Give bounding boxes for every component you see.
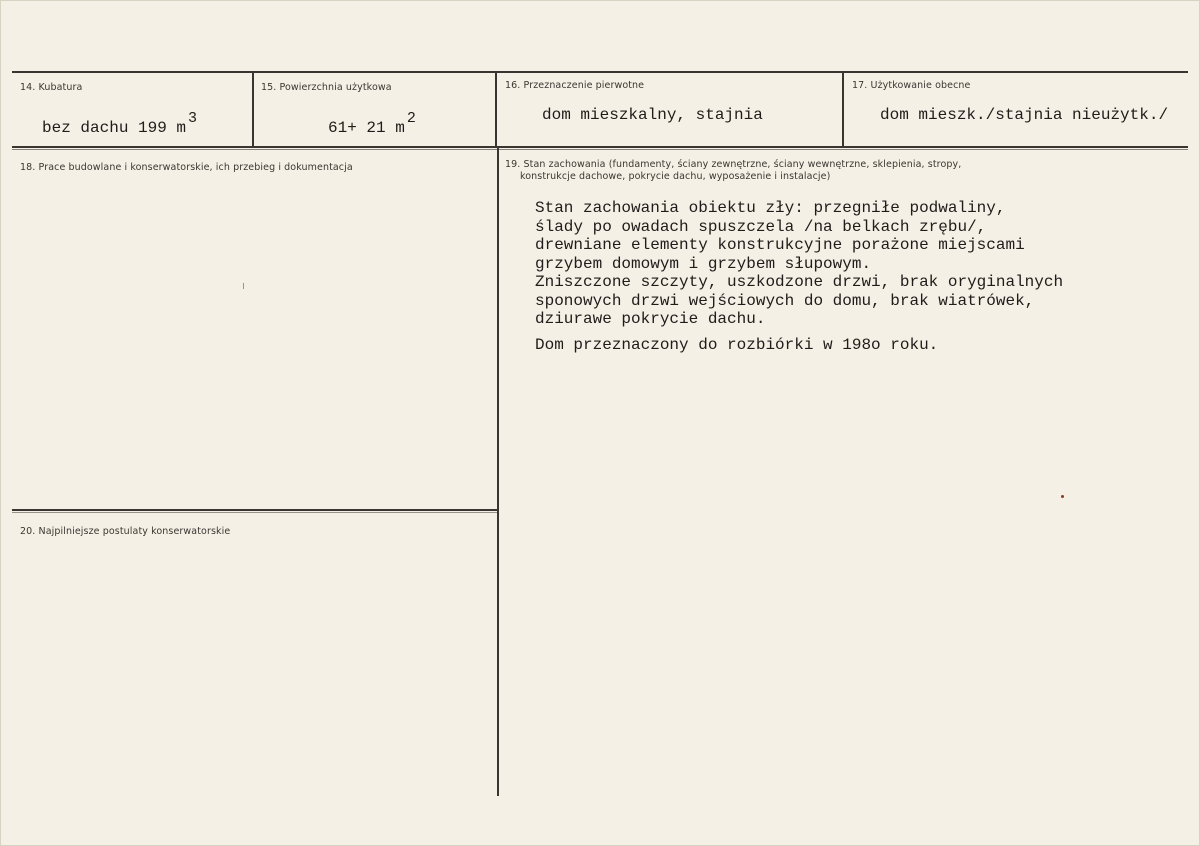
header-bottom-rule bbox=[12, 146, 1188, 148]
field-19-label-line2: konstrukcje dachowe, pokrycie dachu, wyposażenie i instalacje) bbox=[520, 171, 831, 182]
field-14-label: 14. Kubatura bbox=[20, 82, 83, 93]
field-15-value bbox=[328, 110, 416, 137]
field-16-label: 16. Przeznaczenie pierwotne bbox=[505, 80, 645, 91]
divider-14-15 bbox=[252, 72, 254, 148]
field-19-line: ślady po owadach spuszczela /na belkach zrębu/, bbox=[535, 217, 987, 236]
field-20-label: 20. Najpilniejsze postulaty konserwatorskie bbox=[20, 526, 231, 537]
field-19-text bbox=[535, 199, 1063, 354]
field-19-line: sponowych drzwi wejściowych do domu, brak wiatrówek, bbox=[535, 291, 1035, 310]
field-17-label: 17. Użytkowanie obecne bbox=[852, 80, 971, 91]
field-14-value bbox=[42, 110, 197, 137]
field-15-label: 15. Powierzchnia użytkowa bbox=[261, 82, 392, 93]
top-rule bbox=[12, 71, 1188, 73]
field-14-exponent: 3 bbox=[188, 110, 198, 127]
field-19-line: dziurawe pokrycie dachu. bbox=[535, 310, 766, 328]
stray-tick bbox=[243, 283, 244, 289]
field-15-text: 61+ 21 m bbox=[328, 119, 405, 137]
field-19-line: Zniszczone szczyty, uszkodzone drzwi, brak oryginalnych bbox=[535, 273, 1064, 291]
field-16-value: dom mieszkalny, stajnia bbox=[542, 106, 763, 124]
field-19-label-line1: 19. Stan zachowania (fundamenty, ściany zewnętrzne, ściany wewnętrzne, sklepienia, stropy, bbox=[505, 159, 962, 170]
field-19-line: drewniane elementy konstrukcyjne porażone miejscami bbox=[535, 236, 1025, 254]
stray-mark bbox=[1061, 495, 1064, 498]
header-bottom-rule-2 bbox=[12, 149, 1188, 150]
field-15-exponent: 2 bbox=[406, 110, 416, 127]
section-18-20-rule bbox=[12, 509, 497, 511]
field-14-text: bez dachu 199 m bbox=[42, 119, 187, 137]
field-19-line: grzybem domowym i grzybem słupowym. bbox=[535, 254, 872, 273]
divider-16-17 bbox=[842, 72, 844, 148]
field-18-label: 18. Prace budowlane i konserwatorskie, ich przebieg i dokumentacja bbox=[20, 162, 353, 173]
field-19-line: Stan zachowania obiektu zły: przegniłe podwaliny, bbox=[535, 199, 1006, 217]
divider-15-16 bbox=[495, 72, 497, 148]
section-18-20-rule-2 bbox=[12, 512, 497, 513]
main-divider bbox=[497, 148, 499, 796]
field-19-final-line: Dom przeznaczony do rozbiórki w 198o roku. bbox=[535, 335, 939, 354]
field-17-value: dom mieszk./stajnia nieużytk./ bbox=[880, 106, 1169, 124]
